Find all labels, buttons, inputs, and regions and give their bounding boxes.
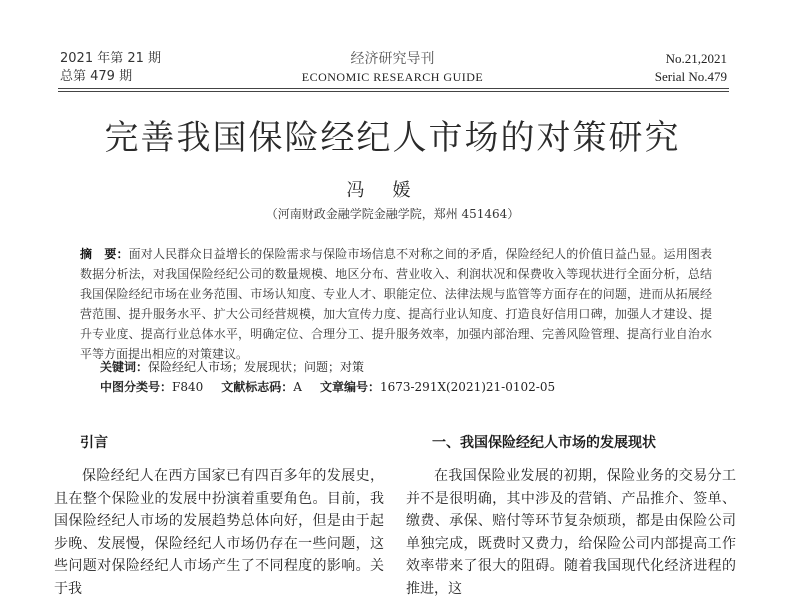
classification-line xyxy=(100,378,720,396)
clc-label: 中图分类号： xyxy=(100,380,173,394)
keywords-text: 保险经纪人市场；发展现状；问题；对策 xyxy=(148,360,365,374)
header-rule-top xyxy=(58,88,729,89)
header-right xyxy=(655,50,727,86)
section-heading-introduction: 引言 xyxy=(80,435,108,451)
journal-name-cn: 经济研究导刊 xyxy=(350,51,435,67)
section-heading-development: 一、我国保险经纪人市场的发展现状 xyxy=(432,435,656,451)
abstract-text: 面对人民群众日益增长的保险需求与保险市场信息不对称之间的矛盾，保险经纪人的价值日益凸显。运用图表数据分析法，对我国保险经纪公司的数量规模、地区分布、营业收入、利润状况和保费收入等现状进行全面分析，总结我国保险经纪市场在业务范围、市场认知度、专业人才、职能定位、法律法规与监管等方面存在的问题，进而从拓展经营范围、提升服务水平、扩大公司经营规模，加大宣传力度、提高行业认知度、打造良好信用口碑，加强人才建设、提升专业度、提高行业总体水平，明确定位、合理分工、提升服务效率，加强内部治理、完善风险管理、提高行业自治水平等方面提出相应的对策建议。 xyxy=(80,247,712,361)
serial-number-en: Serial No.479 xyxy=(654,69,727,84)
paragraph-introduction: 保险经纪人在西方国家已有四百多年的发展史，且在整个保险业的发展中扮演着重要角色。目前，我国保险经纪人市场的发展趋势总体向好，但是由于起步晚、发展慢，保险经纪人市场仍存在一些问题，这些问题对保险经纪人市场产生了不同程度的影响。关于我 xyxy=(54,468,384,597)
doc-code-label: 文献标志码： xyxy=(221,380,294,394)
body-column-right xyxy=(406,465,736,600)
keywords-label: 关键词： xyxy=(100,360,149,374)
total-issue-number: 总第 479 期 xyxy=(60,69,133,84)
abstract xyxy=(80,244,712,364)
body-column-left xyxy=(54,465,384,600)
issue-number-en: No.21,2021 xyxy=(665,51,727,66)
paragraph-development: 在我国保险业发展的初期，保险业务的交易分工并不是很明确，其中涉及的营销、产品推介、签单、缴费、承保、赔付等环节复杂烦琐，都是由保险公司单独完成，既费时又费力，给保险公司内部提高工作效率带来了很大的阻碍。随着我国现代化经济进程的推进，这 xyxy=(406,468,736,597)
article-number-label: 文章编号： xyxy=(319,380,380,394)
clc-value: F840 xyxy=(172,380,204,394)
journal-name-en: ECONOMIC RESEARCH GUIDE xyxy=(301,70,484,84)
article-number-value: 1673-291X(2021)21-0102-05 xyxy=(379,380,556,394)
article-title: 完善我国保险经纪人市场的对策研究 xyxy=(104,118,681,158)
author-name: 冯媛 xyxy=(346,180,439,201)
abstract-label: 摘 要： xyxy=(80,247,129,261)
issue-number: 2021 年第 21 期 xyxy=(60,51,162,66)
doc-code-value: A xyxy=(293,380,302,394)
header-rule-bottom xyxy=(58,91,729,92)
author-affiliation: （河南财政金融学院金融学院，郑州 451464） xyxy=(265,207,520,221)
keywords xyxy=(100,358,720,376)
